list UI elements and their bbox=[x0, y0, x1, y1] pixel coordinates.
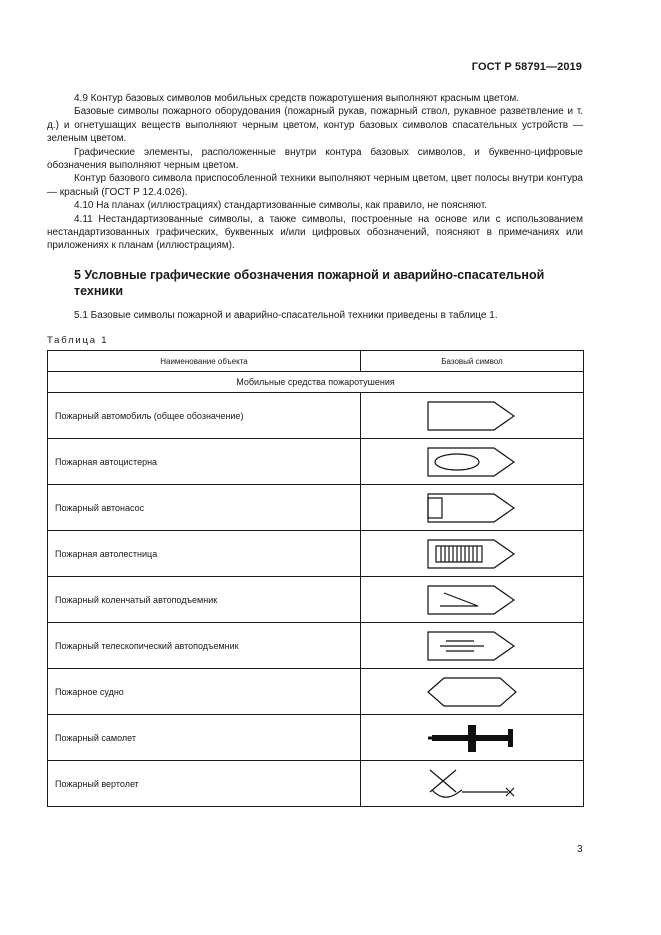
group-header: Мобильные средства пожаротушения bbox=[48, 372, 584, 393]
body-text bbox=[47, 92, 583, 253]
column-header-object: Наименование объекта bbox=[48, 351, 361, 372]
object-name: Пожарный вертолет bbox=[48, 761, 361, 807]
object-name: Пожарное судно bbox=[48, 669, 361, 715]
table-row bbox=[48, 393, 584, 439]
paragraph-graphic-elements: Графические элементы, расположенные внутри контура базовых символов, и буквенно-цифровые обозначения выполняют черным цветом. bbox=[47, 146, 583, 172]
symbols-table bbox=[47, 350, 584, 807]
table-row bbox=[48, 669, 584, 715]
fire-boat-symbol bbox=[424, 676, 520, 708]
paragraph-4-11: 4.11 Нестандартизованные символы, а также символы, построенные на основе или с использованием нестандартизованных графических, буквенных и/или цифровых обозначений, поясняют в примечаниях или приложениях к планам (иллюстрациям). bbox=[47, 213, 583, 252]
table-row bbox=[48, 623, 584, 669]
column-header-symbol: Базовый символ bbox=[361, 351, 584, 372]
fire-tanker-symbol bbox=[426, 446, 518, 478]
articulated-lift-symbol bbox=[426, 584, 518, 616]
table-row bbox=[48, 715, 584, 761]
table-row bbox=[48, 761, 584, 807]
document-code: ГОСТ Р 58791—2019 bbox=[471, 61, 582, 73]
fire-plane-symbol bbox=[424, 722, 520, 754]
table-row bbox=[48, 439, 584, 485]
table-row bbox=[48, 485, 584, 531]
telescopic-lift-symbol bbox=[426, 630, 518, 662]
page-number: 3 bbox=[577, 844, 583, 855]
paragraph-equipment-colors: Базовые символы пожарного оборудования (пожарный рукав, пожарный ствол, рукавное разветвление и т. д.) и огнетушащих веществ выполняют черным цветом, контур базовых символов спасательных устройств — зеленым цветом. bbox=[47, 106, 583, 145]
table-row bbox=[48, 531, 584, 577]
section-intro: 5.1 Базовые символы пожарной и аварийно-спасательной техники приведены в таблице 1. bbox=[74, 310, 498, 321]
paragraph-4-10: 4.10 На планах (иллюстрациях) стандартизованные символы, как правило, не поясняют. bbox=[74, 200, 488, 212]
object-name: Пожарный телескопический автоподъемник bbox=[48, 623, 361, 669]
table-caption: Таблица 1 bbox=[47, 335, 109, 346]
paragraph-adapted-vehicles: Контур базового символа приспособленной техники выполняют черным цветом, цвет полосы внутри контура — красный (ГОСТ Р 12.4.026). bbox=[47, 173, 583, 198]
table-row bbox=[48, 577, 584, 623]
fire-truck-symbol bbox=[426, 400, 518, 432]
fire-helicopter-symbol bbox=[422, 766, 522, 802]
fire-pump-truck-symbol bbox=[426, 492, 518, 524]
object-name: Пожарный самолет bbox=[48, 715, 361, 761]
object-name: Пожарный автонасос bbox=[48, 485, 361, 531]
object-name: Пожарный коленчатый автоподъемник bbox=[48, 577, 361, 623]
paragraph-4-9: 4.9 Контур базовых символов мобильных средств пожаротушения выполняют красным цветом. bbox=[74, 93, 520, 104]
section-title: 5 Условные графические обозначения пожарной и аварийно-спасательной техники bbox=[74, 268, 545, 298]
object-name: Пожарная автоцистерна bbox=[48, 439, 361, 485]
object-name: Пожарная автолестница bbox=[48, 531, 361, 577]
fire-ladder-truck-symbol bbox=[426, 538, 518, 570]
object-name: Пожарный автомобиль (общее обозначение) bbox=[48, 393, 361, 439]
